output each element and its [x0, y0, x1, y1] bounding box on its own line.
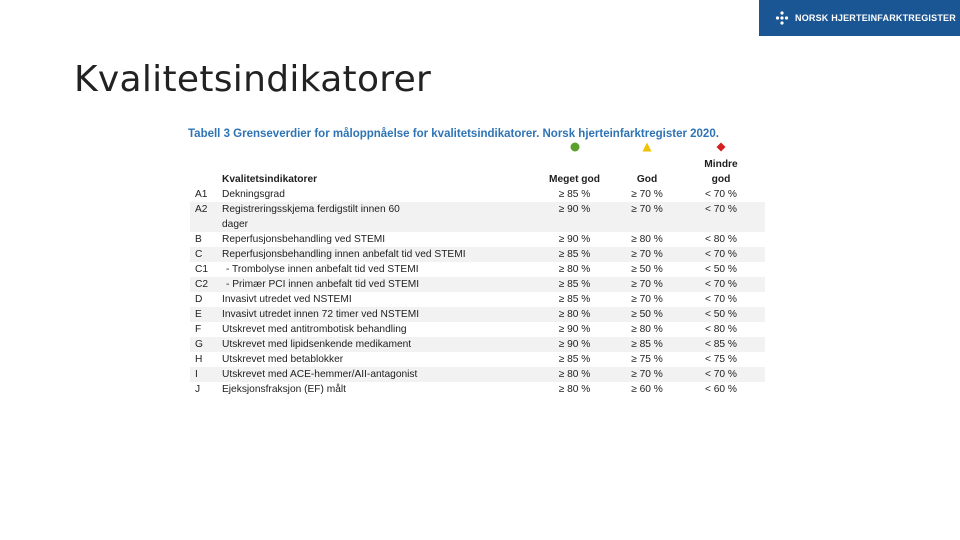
value-very-good: ≥ 85 % — [558, 354, 591, 365]
value-good: ≥ 70 % — [617, 247, 677, 262]
table-caption: Tabell 3 Grenseverdier for måloppnåelse for kvalitetsindikatorer. Norsk hjerteinfarktregister 2020. — [188, 128, 719, 140]
header-less-good-line2: god — [711, 174, 731, 185]
value-very-good: ≥ 85 % — [532, 247, 617, 262]
value-very-good: ≥ 90 % — [532, 337, 617, 352]
indicator-name-line: Utskrevet med antitrombotisk behandling — [222, 324, 407, 335]
indicator-name-line: Utskrevet med ACE-hemmer/AII-antagonist — [222, 369, 418, 380]
indicator-name — [222, 262, 532, 277]
dots-cluster-icon — [775, 11, 789, 25]
indicator-id: E — [190, 307, 222, 322]
value-very-good: ≥ 85 % — [558, 294, 591, 305]
header-less-good — [677, 157, 765, 187]
indicator-name — [222, 277, 532, 292]
value-less-good: < 50 % — [704, 264, 737, 275]
value-very-good: ≥ 80 % — [532, 307, 617, 322]
indicator-id: A1 — [195, 189, 208, 200]
value-less-good: < 60 % — [704, 384, 737, 395]
table-row — [190, 262, 765, 277]
table-row — [190, 367, 765, 382]
header-very-good: Meget god — [549, 174, 600, 185]
indicator-id: F — [195, 324, 202, 335]
quality-indicator-table — [190, 142, 765, 397]
indicator-name-line: Reperfusjonsbehandling ved STEMI — [222, 234, 386, 245]
slide-title: Kvalitetsindikatorer — [74, 59, 432, 100]
indicator-name — [222, 367, 532, 382]
value-good: ≥ 50 % — [631, 264, 663, 275]
value-less-good: < 50 % — [677, 307, 765, 322]
indicator-name-line: Utskrevet med lipidsenkende medikament — [222, 339, 412, 350]
value-less-good: < 70 % — [704, 294, 737, 305]
green-circle-icon — [570, 142, 580, 152]
value-good: ≥ 70 % — [631, 189, 663, 200]
indicator-id: I — [190, 367, 222, 382]
value-good: ≥ 80 % — [631, 234, 663, 245]
value-good: ≥ 85 % — [617, 337, 677, 352]
value-good: ≥ 70 % — [617, 367, 677, 382]
registry-logo — [759, 0, 960, 36]
header-good: God — [636, 174, 658, 185]
indicator-id: A2 — [190, 202, 222, 232]
table-row — [190, 202, 765, 232]
value-very-good: ≥ 80 % — [532, 367, 617, 382]
value-less-good: < 80 % — [704, 324, 737, 335]
value-very-good: ≥ 80 % — [558, 264, 591, 275]
table-body — [190, 187, 765, 397]
indicator-name — [222, 292, 532, 307]
header-indicator: Kvalitetsindikatorer — [222, 174, 318, 185]
indicator-name-line: - Trombolyse innen anbefalt tid ved STEMI — [226, 264, 419, 275]
value-less-good: < 70 % — [677, 202, 765, 232]
value-very-good: ≥ 90 % — [558, 234, 591, 245]
indicator-name-line: Invasivt utredet innen 72 timer ved NSTEMI — [222, 309, 420, 320]
value-good: ≥ 70 % — [631, 294, 663, 305]
value-very-good: ≥ 80 % — [558, 384, 591, 395]
value-less-good: < 70 % — [704, 189, 737, 200]
indicator-id: C — [190, 247, 222, 262]
table-row — [190, 337, 765, 352]
indicator-id: C1 — [195, 264, 209, 275]
value-less-good: < 70 % — [677, 367, 765, 382]
value-good: ≥ 60 % — [631, 384, 663, 395]
indicator-name — [222, 232, 532, 247]
indicator-name-line: Reperfusjonsbehandling innen anbefalt tid ved STEMI — [222, 249, 466, 260]
value-less-good: < 75 % — [704, 354, 737, 365]
value-very-good: ≥ 90 % — [532, 202, 617, 232]
indicator-id: B — [195, 234, 202, 245]
indicator-name-line: - Primær PCI innen anbefalt tid ved STEMI — [226, 279, 420, 290]
value-less-good: < 70 % — [677, 247, 765, 262]
yellow-triangle-icon — [642, 142, 652, 152]
indicator-name — [222, 202, 532, 232]
value-less-good: < 70 % — [677, 277, 765, 292]
indicator-name — [222, 187, 532, 202]
indicator-name-line: Registreringsskjema ferdigstilt innen 60 — [222, 204, 400, 215]
indicator-name — [222, 322, 532, 337]
value-very-good: ≥ 90 % — [558, 324, 591, 335]
value-good: ≥ 70 % — [617, 202, 677, 232]
indicator-name — [222, 307, 532, 322]
table-row — [190, 232, 765, 247]
indicator-id: G — [190, 337, 222, 352]
indicator-name — [222, 352, 532, 367]
indicator-id: C2 — [190, 277, 222, 292]
quality-indicator-table-figure — [190, 126, 765, 397]
table-row — [190, 382, 765, 397]
indicator-name-line: Utskrevet med betablokker — [222, 354, 344, 365]
value-very-good: ≥ 85 % — [532, 277, 617, 292]
indicator-name-line: Dekningsgrad — [222, 189, 285, 200]
table-row — [190, 352, 765, 367]
table-row — [190, 322, 765, 337]
value-less-good: < 80 % — [704, 234, 737, 245]
table-row — [190, 277, 765, 292]
indicator-name — [222, 337, 532, 352]
value-good: ≥ 50 % — [617, 307, 677, 322]
table-row — [190, 292, 765, 307]
table-row — [190, 307, 765, 322]
table-row — [190, 187, 765, 202]
indicator-name-line: Ejeksjonsfraksjon (EF) målt — [222, 384, 346, 395]
value-very-good: ≥ 85 % — [558, 189, 591, 200]
header-less-good-line1: Mindre — [704, 159, 738, 170]
indicator-id: J — [195, 384, 201, 395]
table-row — [190, 247, 765, 262]
value-good: ≥ 70 % — [617, 277, 677, 292]
indicator-name-line: dager — [222, 219, 249, 230]
indicator-name-line: Invasivt utredet ved NSTEMI — [222, 294, 352, 305]
indicator-name — [222, 382, 532, 397]
red-diamond-icon — [716, 142, 726, 152]
value-good: ≥ 75 % — [631, 354, 663, 365]
value-good: ≥ 80 % — [631, 324, 663, 335]
indicator-id: D — [195, 294, 203, 305]
logo-text: NORSK HJERTEINFARKTREGISTER — [795, 13, 956, 23]
indicator-id: H — [195, 354, 203, 365]
value-less-good: < 85 % — [677, 337, 765, 352]
indicator-name — [222, 247, 532, 262]
